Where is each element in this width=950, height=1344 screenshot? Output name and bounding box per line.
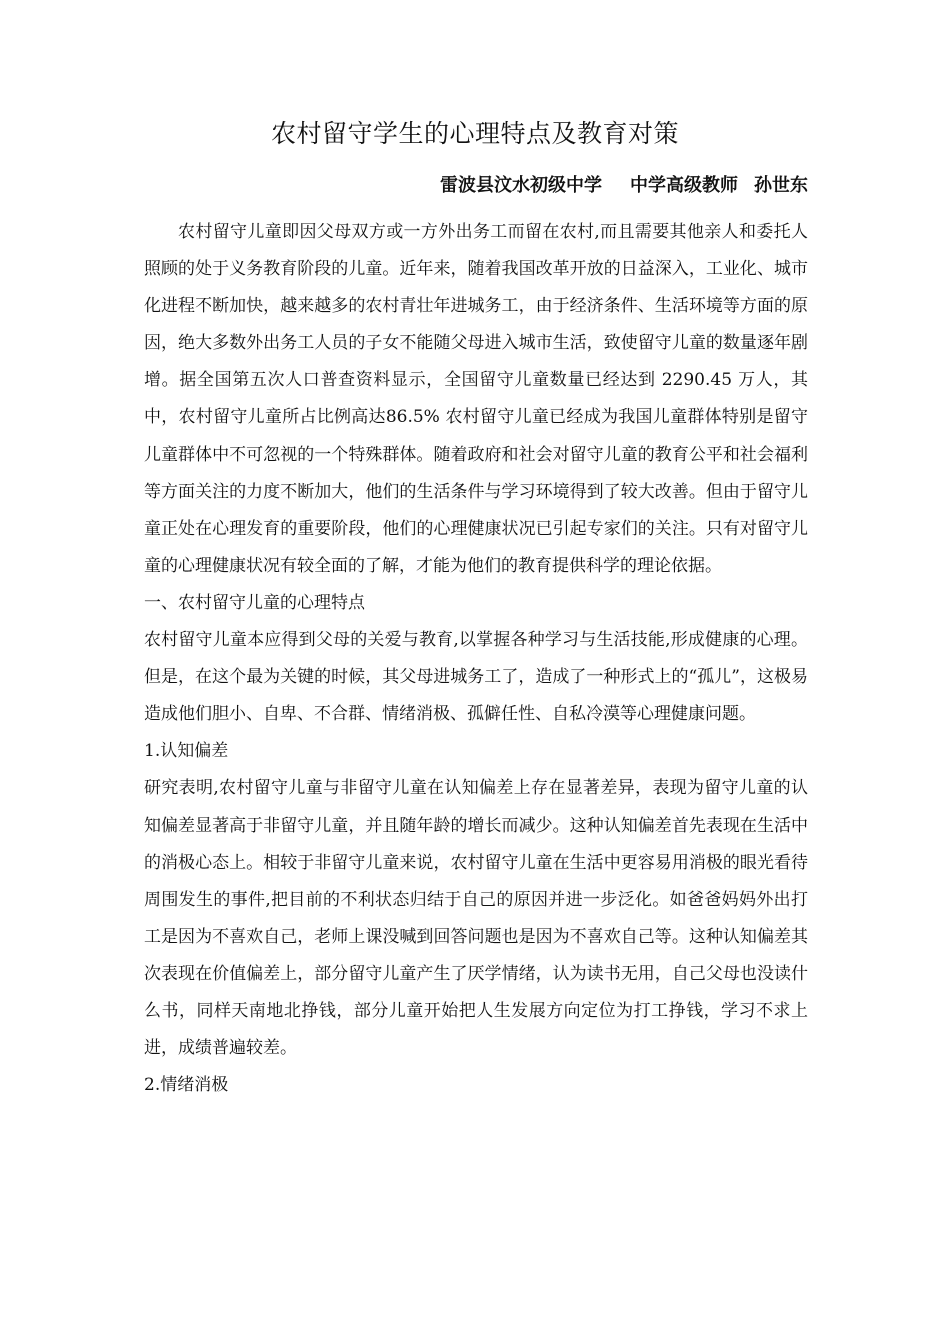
intro-paragraph: 农村留守儿童即因父母双方或一方外出务工而留在农村,而且需要其他亲人和委托人照顾的处于义务教育阶段的儿童。近年来，随着我国改革开放的日益深入，工业化、城市化进程不断加快，越来越多的农村青壮年进城务工，由于经济条件、生活环境等方面的原因，绝大多数外出务工人员的子女不能随父母进入城市生活，致使留守儿童的数量逐年剧增。据全国第五次人口普查资料显示，全国留守儿童数量已经达到 2290.45 万人，其中，农村留守儿童所占比例高达86.5% 农村留守儿童已经成为我国儿童群体特别是留守儿童群体中不可忽视的一个特殊群体。随着政府和社会对留守儿童的教育公平和社会福利等方面关注的力度不断加大，他们的生活条件与学习环境得到了较大改善。但由于留守儿童正处在心理发育的重要阶段，他们的心理健康状况已引起专家们的关注。只有对留守儿童的心理健康状况有较全面的了解，才能为他们的教育提供科学的理论依据。 xyxy=(144,222,808,576)
author-byline xyxy=(440,172,808,200)
author-name: 孙世东 xyxy=(754,175,808,196)
author-position: 中学高级教师 xyxy=(630,175,738,196)
author-school: 雷波县汶水初级中学 xyxy=(440,175,602,196)
subsection-heading-1: 1.认知偏差 xyxy=(144,741,229,762)
subsection-heading-2: 2.情绪消极 xyxy=(144,1075,229,1096)
document-title: 农村留守学生的心理特点及教育对策 xyxy=(270,119,679,148)
document-body xyxy=(144,214,808,1104)
section-paragraph-1: 农村留守儿童本应得到父母的关爱与教育,以掌握各种学习与生活技能,形成健康的心理。但是，在这个最为关键的时候，其父母进城务工了，造成了一种形式上的“孤儿”，这极易造成他们胆小、自卑、不合群、情绪消极、孤僻任性、自私冷漠等心理健康问题。 xyxy=(144,630,808,725)
subsection-paragraph-1: 研究表明,农村留守儿童与非留守儿童在认知偏差上存在显著差异，表现为留守儿童的认知偏差显著高于非留守儿童，并且随年龄的增长而减少。这种认知偏差首先表现在生活中的消极心态上。相较于非留守儿童来说，农村留守儿童在生活中更容易用消极的眼光看待周围发生的事件,把目前的不利状态归结于自己的原因并进一步泛化。如爸爸妈妈外出打工是因为不喜欢自己，老师上课没喊到回答问题也是因为不喜欢自己等。这种认知偏差其次表现在价值偏差上，部分留守儿童产生了厌学情绪，认为读书无用，自己父母也没读什么书，同样天南地北挣钱，部分儿童开始把人生发展方向定位为打工挣钱，学习不求上进，成绩普遍较差。 xyxy=(144,778,808,1059)
section-heading-1: 一、农村留守儿童的心理特点 xyxy=(144,592,365,613)
